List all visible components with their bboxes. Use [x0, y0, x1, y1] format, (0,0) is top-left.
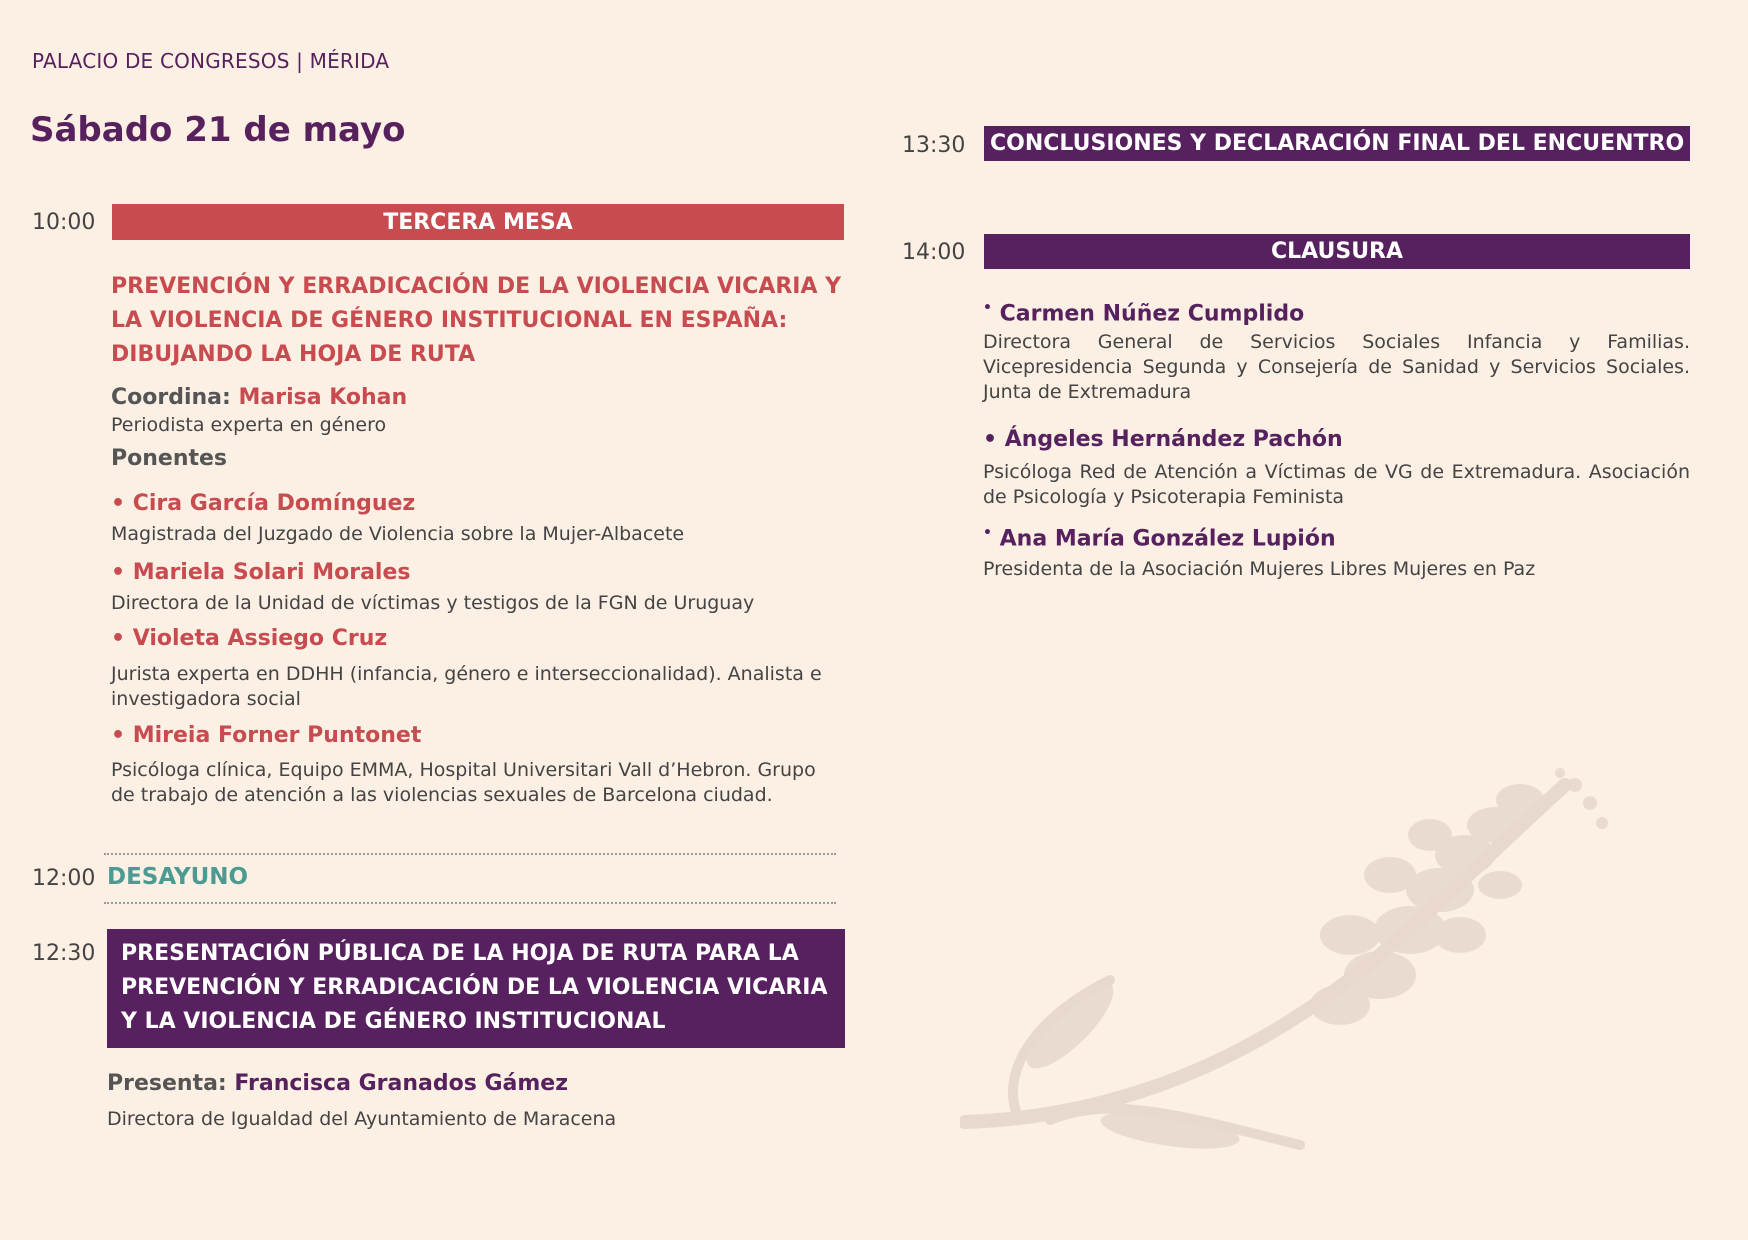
day-title: Sábado 21 de mayo: [30, 110, 406, 150]
session-title-line: PREVENCIÓN Y ERRADICACIÓN DE LA VIOLENCIA VICARIA Y: [111, 274, 842, 299]
speaker-desc: Presidenta de la Asociación Mujeres Libres Mujeres en Paz: [983, 558, 1536, 580]
speaker-name: • Cira García Domínguez: [111, 491, 416, 516]
speaker-name: • Violeta Assiego Cruz: [111, 626, 388, 651]
session-title-line: LA VIOLENCIA DE GÉNERO INSTITUCIONAL EN ESPAÑA:: [111, 308, 788, 333]
coordinator-line: [111, 385, 407, 410]
presenta-name: Francisca Granados Gámez: [234, 1071, 569, 1096]
speaker-desc-line: Psicóloga clínica, Equipo EMMA, Hospital Universitari Vall d’Hebron. Grupo: [111, 759, 816, 781]
bullet-icon: •: [983, 427, 998, 452]
time-12-30: 12:30: [32, 941, 96, 966]
coordinator-name: Marisa Kohan: [238, 385, 408, 410]
ponentes-label: Ponentes: [111, 446, 228, 471]
session-title-line: DIBUJANDO LA HOJA DE RUTA: [111, 342, 476, 367]
presentacion-title-line: PRESENTACIÓN PÚBLICA DE LA HOJA DE RUTA PARA LA: [121, 941, 799, 966]
venue-label: PALACIO DE CONGRESOS | MÉRIDA: [32, 49, 390, 73]
coordinator-desc: Periodista experta en género: [111, 414, 387, 436]
time-10-00: 10:00: [32, 210, 96, 235]
conclusiones-bar: CONCLUSIONES Y DECLARACIÓN FINAL DEL ENCUENTRO: [984, 126, 1690, 161]
clausura-speaker: • Ana María González Lupión: [983, 525, 1336, 552]
presentacion-title-line: Y LA VIOLENCIA DE GÉNERO INSTITUCIONAL: [121, 1009, 666, 1034]
speaker-desc-line: Jurista experta en DDHH (infancia, género e interseccionalidad). Analista e: [111, 663, 822, 685]
divider-bottom: [104, 902, 836, 904]
coordina-label: Coordina:: [111, 385, 231, 410]
session-title: [111, 270, 871, 372]
presentacion-title-line: PREVENCIÓN Y ERRADICACIÓN DE LA VIOLENCIA VICARIA: [121, 975, 828, 1000]
tercera-mesa-bar: TERCERA MESA: [112, 204, 844, 240]
presentacion-block: [107, 929, 845, 1048]
speaker-name: Ángeles Hernández Pachón: [1004, 427, 1343, 452]
time-12-00: 12:00: [32, 866, 96, 891]
clausura-bar: CLAUSURA: [984, 234, 1690, 269]
clausura-speaker: [983, 427, 1343, 452]
speaker-desc-line: de trabajo de atención a las violencias sexuales de Barcelona ciudad.: [111, 784, 773, 806]
speaker-desc: [111, 758, 816, 808]
presenta-line: [107, 1071, 568, 1096]
desayuno-label: DESAYUNO: [107, 864, 249, 890]
time-14-00: 14:00: [902, 240, 966, 265]
divider-top: [104, 853, 836, 855]
speaker-desc: Directora General de Servicios Sociales Infancia y Familias. Vicepresidencia Segunda y Consejería de Sanidad y Servicios Sociales. Junta de Extremadura: [983, 331, 1690, 403]
speaker-desc-line: investigadora social: [111, 688, 301, 710]
clausura-speaker: • Carmen Núñez Cumplido: [983, 300, 1305, 327]
speaker-name: • Mireia Forner Puntonet: [111, 723, 422, 748]
presenta-label: Presenta:: [107, 1071, 227, 1096]
speaker-desc: [111, 662, 822, 712]
speaker-name: Ana María González Lupión: [999, 526, 1336, 552]
speaker-name: Carmen Núñez Cumplido: [999, 301, 1305, 327]
speaker-desc: Psicóloga Red de Atención a Víctimas de VG de Extremadura. Asociación de Psicología y Psicoterapia Feminista: [983, 461, 1690, 508]
speaker-desc: Directora de la Unidad de víctimas y testigos de la FGN de Uruguay: [111, 592, 755, 614]
olive-branch-icon: [960, 765, 1680, 1160]
presenta-desc: Directora de Igualdad del Ayuntamiento de Maracena: [107, 1108, 617, 1130]
speaker-name: • Mariela Solari Morales: [111, 560, 411, 585]
speaker-desc: Magistrada del Juzgado de Violencia sobre la Mujer-Albacete: [111, 523, 685, 545]
time-13-30: 13:30: [902, 133, 966, 158]
